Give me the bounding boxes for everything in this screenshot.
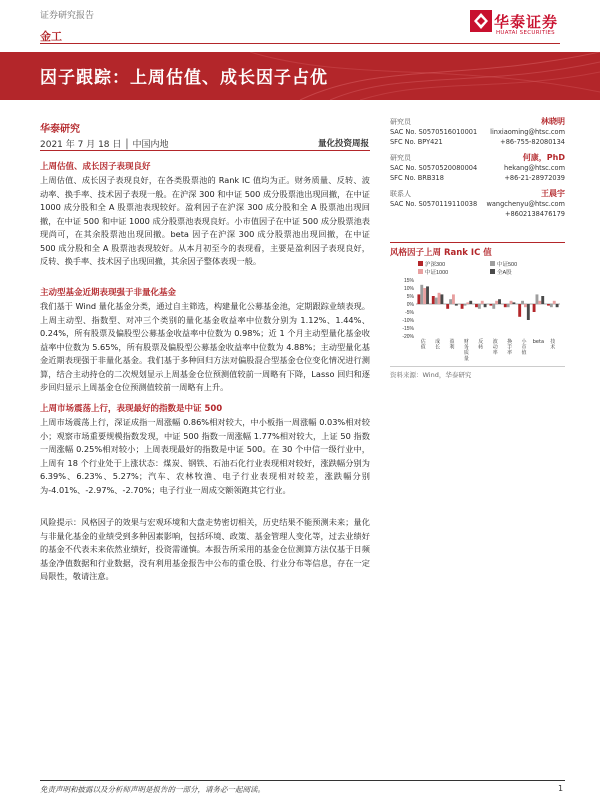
legend-label: 中证500 bbox=[497, 262, 518, 268]
bar bbox=[440, 294, 443, 304]
analyst-sac: SAC No. S0570520080004 bbox=[390, 164, 478, 172]
bar bbox=[466, 302, 469, 304]
brand-label: 华泰研究 bbox=[40, 124, 80, 135]
bar bbox=[417, 294, 420, 304]
analyst-sfc: SFC No. BRB318 bbox=[390, 174, 444, 182]
analyst-card bbox=[390, 117, 565, 147]
section-body: 我们基于 Wind 量化基金分类，通过自主筛选，构建量化公募基金池，定期跟踪业绩表现。上周主动型、指数型、对冲三个类别的量化基金收益率中位数分别为 1.12%、1.44%、0.24%，所有股票及偏股型公募基金收益率中位数为 0.98%；近 1 个月主动型量化基金收益率中位数为 5.65%，所有股票及偏股型公募基金收益率中位数为 4.88%；主动型量化基金近期表现强于非量化基金。我们基于多种回归方法对偏股混合型基金仓位变化情况进行测算，结合主动持仓的二次规划显示上周基金仓位预测值较前一周略有下降，Lasso 回归和逐步回归显示上周基金仓位预测值较前一周略有上升。 bbox=[40, 301, 370, 392]
bar bbox=[556, 304, 559, 307]
bar bbox=[518, 304, 521, 317]
report-type-label: 证券研究报告 bbox=[40, 11, 95, 21]
analyst-sfc: SFC No. BPY421 bbox=[390, 138, 443, 146]
section-title: 主动型基金近期表现强于非量化基金 bbox=[40, 288, 177, 298]
y-tick-label: 10% bbox=[403, 285, 414, 292]
x-tick-label: 小市值 bbox=[521, 339, 527, 357]
analyst-phone: +8602138476179 bbox=[504, 210, 565, 218]
bar bbox=[464, 304, 467, 306]
bar bbox=[446, 304, 449, 309]
legend-swatch bbox=[418, 261, 423, 266]
analyst-role: 研究员 bbox=[390, 118, 411, 126]
bar bbox=[524, 304, 527, 307]
analyst-role: 研究员 bbox=[390, 154, 411, 162]
bar bbox=[512, 302, 515, 304]
x-tick-label: 换手率 bbox=[507, 339, 513, 357]
bar bbox=[510, 301, 513, 304]
legend-label: 沪深300 bbox=[425, 262, 446, 268]
bar bbox=[495, 301, 498, 304]
analyst-name: 王晨宇 bbox=[541, 189, 565, 198]
bar bbox=[478, 304, 481, 309]
page-title: 因子跟踪：上周估值、成长因子占优 bbox=[40, 68, 328, 88]
logo-text: 华泰证券 bbox=[494, 13, 559, 31]
analyst-phone: +86-21-28972039 bbox=[504, 174, 565, 182]
company-logo bbox=[470, 10, 590, 40]
divider bbox=[40, 43, 560, 44]
x-tick-label: 估值 bbox=[420, 339, 426, 351]
bar bbox=[553, 301, 556, 304]
bar bbox=[507, 304, 510, 307]
category-label: 金工 bbox=[40, 30, 62, 43]
bar bbox=[438, 293, 441, 304]
x-tick-label: 成长 bbox=[435, 339, 441, 351]
y-tick-label: -15% bbox=[402, 325, 414, 332]
legend-swatch bbox=[490, 269, 495, 274]
section-title: 上周市场震荡上行，表现最好的指数是中证 500 bbox=[40, 404, 223, 414]
analyst-name: 何康，PhD bbox=[522, 153, 565, 162]
legend-swatch bbox=[490, 261, 495, 266]
section-factors bbox=[40, 160, 370, 269]
bar bbox=[452, 294, 455, 304]
bar bbox=[536, 294, 539, 304]
logo-text-en: HUATAI SECURITIES bbox=[496, 30, 555, 36]
analyst-email[interactable]: wangchenyu@htsc.com bbox=[486, 200, 565, 208]
bar bbox=[492, 304, 495, 309]
analyst-name: 林晓明 bbox=[541, 117, 565, 126]
bar bbox=[538, 301, 541, 304]
divider bbox=[390, 366, 565, 367]
y-tick-label: -5% bbox=[405, 309, 414, 316]
x-tick-label: 财务质量 bbox=[463, 339, 469, 362]
bar bbox=[541, 296, 544, 304]
analyst-email[interactable]: hekang@htsc.com bbox=[504, 164, 565, 172]
section-funds bbox=[40, 286, 370, 395]
bar bbox=[426, 286, 429, 304]
bar bbox=[550, 304, 553, 307]
bar bbox=[449, 299, 452, 304]
bar bbox=[527, 304, 530, 320]
legend-label: 中证1000 bbox=[425, 270, 449, 276]
section-body: 上周市场震荡上行，深证成指一周涨幅 0.86%相对较大，中小板指一周涨幅 0.03%相对较小；观察市场重要规模指数发现，中证 500 指数一周涨幅 1.77%相对较大，上证 50 指数一周涨幅 0.25%相对较小；上周表现最好的指数是中证 500。在 30 个中信一级行业中，上周有 18 个行业处于上涨状态：煤炭、钢铁、石油石化行业表现相对较好，涨跌幅分别为 6.39%、6.23%、5.27%；汽车、农林牧渔、电子行业表现相对较差，涨跌幅分别为-4.01%、-2.97%、-2.70%；电子行业一周成交额领跑其它行业。 bbox=[40, 417, 370, 495]
divider bbox=[390, 242, 565, 243]
rank-ic-chart bbox=[390, 258, 565, 363]
bar bbox=[521, 301, 524, 304]
logo-mark-icon bbox=[470, 10, 492, 32]
x-tick-label: 波动率 bbox=[492, 339, 498, 357]
bar bbox=[547, 304, 550, 306]
x-tick-label: beta bbox=[532, 339, 545, 345]
y-tick-label: 0% bbox=[406, 301, 414, 308]
disclaimer: 免责声明和披露以及分析师声明是报告的一部分，请务必一起阅读。 bbox=[40, 785, 265, 794]
page-number: 1 bbox=[558, 784, 564, 793]
risk-warning: 风险提示：风格因子的效果与宏观环境和大盘走势密切相关，历史结果不能预测未来；量化与非量化基金的业绩受到多种因素影响，包括环境、政策、基金管理人变化等，过去业绩好的基金不代表未来依然业绩好，投资需谨慎。本报告所采用的基金仓位测算方法仅基于日频基金净值数据和行业数据，没有利用基金报告中公布的重仓股、行业分布等信息，存在一定局限性，敬请注意。 bbox=[40, 517, 370, 581]
x-tick-label: 技术 bbox=[550, 339, 556, 351]
section-market bbox=[40, 402, 370, 497]
bar bbox=[533, 304, 536, 312]
section-risk bbox=[40, 516, 370, 584]
date-line: 2021 年 7 月 18 日 │ 中国内地 bbox=[40, 140, 169, 150]
report-type: 量化投资周报 bbox=[318, 139, 370, 149]
y-tick-label: -20% bbox=[402, 333, 414, 340]
bar bbox=[504, 304, 507, 307]
title-banner bbox=[0, 52, 600, 100]
y-tick-label: -10% bbox=[402, 317, 414, 324]
chart-source: 资料来源：Wind，华泰研究 bbox=[390, 371, 472, 379]
section-body: 上周估值、成长因子表现良好，在各类股票池的 Rank IC 值均为正。财务质量、反转、波动率、换手率、技术因子表现一般。在沪深 300 和中证 500 成分股票池出现回撤，在中证 1000 成分股和全 A 股票池表现较好。盈利因子在沪深 300 成分股和全 A 股票池出现回撤，在中证 500 和中证 1000 成分股票池表现良好。小市值因子在中证 500 成分股票池表现尚可，在其余股票池出现回撤。beta 因子在沪深 300 成分股票池出现回撤，在中证 500 成分股和全 A 股票池表现较好。从本月初至今的表现看，主要是盈利因子表现良好，反转、换手率、技术因子出现回撤，其余因子整体表现一般。 bbox=[40, 175, 370, 266]
chart-title: 风格因子上周 Rank IC 值 bbox=[390, 248, 492, 258]
bar bbox=[498, 299, 501, 304]
analyst-card bbox=[390, 153, 565, 183]
x-tick-label: 反转 bbox=[478, 339, 484, 351]
analyst-phone: +86-755-82080134 bbox=[500, 138, 565, 146]
bar bbox=[475, 304, 478, 307]
bar bbox=[420, 285, 423, 304]
y-tick-label: 15% bbox=[403, 277, 414, 284]
bar bbox=[489, 304, 492, 306]
analyst-card bbox=[390, 189, 565, 219]
bar bbox=[461, 304, 464, 309]
bar bbox=[481, 301, 484, 304]
bar bbox=[435, 298, 438, 304]
legend-swatch bbox=[418, 269, 423, 274]
legend-label: 全A股 bbox=[497, 270, 512, 276]
analyst-sac: SAC No. S0570119110038 bbox=[390, 200, 478, 208]
bar bbox=[484, 304, 487, 307]
analyst-sac: SAC No. S0570516010001 bbox=[390, 128, 478, 136]
bar bbox=[423, 288, 426, 304]
analyst-panel bbox=[390, 117, 565, 225]
y-tick-label: 5% bbox=[406, 293, 414, 300]
x-tick-label: 盈利 bbox=[449, 339, 455, 351]
divider bbox=[40, 150, 370, 151]
analyst-email[interactable]: linxiaoming@htsc.com bbox=[490, 128, 565, 136]
bar bbox=[469, 301, 472, 304]
section-title: 上周估值、成长因子表现良好 bbox=[40, 162, 151, 172]
bar bbox=[432, 296, 435, 304]
divider bbox=[40, 780, 565, 781]
analyst-role: 联系人 bbox=[390, 190, 411, 198]
bar bbox=[455, 304, 458, 306]
